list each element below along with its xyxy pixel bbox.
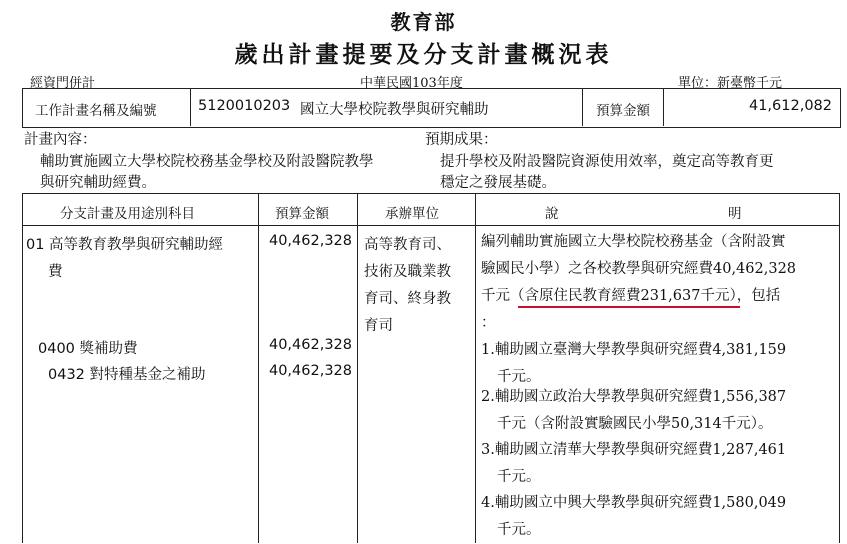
plan-name: 國立大學校院教學與研究輔助: [300, 102, 489, 118]
currency-unit: 單位：新臺幣千元: [678, 76, 783, 91]
column-subject: 分支計畫及用途別科目: [60, 206, 195, 222]
column-unit: 承辦單位: [385, 206, 439, 222]
indigenous-budget-highlight: （含原住民教育經費231,637千元）: [510, 288, 737, 304]
item-2-cont: 千元（含附設實驗國民小學50,314千元）。: [497, 416, 773, 432]
column-amount: 預算金額: [275, 206, 329, 222]
unit-line4: 育司: [364, 318, 393, 334]
fiscal-year: 中華民國103年度: [360, 76, 463, 91]
left-note: 經資門併計: [30, 76, 96, 91]
row-01-amount: 40,462,328: [268, 233, 352, 249]
item-3: 3.輔助國立清華大學教學與研究經費1,287,461: [481, 442, 787, 458]
desc-line2: 驗國民小學）之各校教學與研究經費40,462,328: [481, 261, 797, 277]
document-title: 歲出計畫提要及分支計畫概況表: [234, 41, 613, 68]
item-1: 1.輔助國立臺灣大學教學與研究經費4,381,159: [481, 342, 787, 358]
column-description-left: 說: [545, 206, 559, 222]
plan-code: 5120010203: [198, 98, 291, 114]
unit-line3: 育司、終身教: [364, 291, 451, 307]
plan-content-line1: 輔助實施國立大學校院校務基金學校及附設醫院教學: [40, 154, 374, 170]
plan-content-line2: 與研究輔助經費。: [40, 175, 156, 191]
column-description-right: 明: [728, 206, 742, 222]
row-0400-amount: 40,462,328: [268, 337, 352, 353]
row-0432-amount: 40,462,328: [268, 363, 352, 379]
plan-label: 工作計畫名稱及編號: [35, 103, 157, 119]
expected-result-line2: 穩定之發展基礎。: [440, 175, 556, 191]
row-01-subject-line2: 費: [48, 264, 63, 280]
unit-line2: 技術及職業教: [364, 264, 451, 280]
plan-content-heading: 計畫內容：: [24, 132, 97, 148]
row-01-subject-line1: 01 高等教育教學與研究輔助經: [26, 237, 224, 253]
item-4-cont: 千元。: [497, 522, 541, 538]
unit-line1: 高等教育司、: [364, 237, 451, 253]
expected-result-line1: 提升學校及附設醫院資源使用效率，奠定高等教育更: [440, 154, 774, 170]
ministry-title: 教育部: [390, 10, 457, 34]
desc-line3-end: ，包括: [736, 288, 781, 304]
item-3-cont: 千元。: [497, 469, 541, 485]
budget-label: 預算金額: [596, 103, 650, 119]
row-0400-subject: 0400 獎補助費: [38, 341, 138, 357]
desc-line3-start: 千元: [481, 288, 510, 304]
item-4: 4.輔助國立中興大學教學與研究經費1,580,049: [481, 495, 787, 511]
row-0432-subject: 0432 對特種基金之補助: [48, 367, 206, 383]
item-1-cont: 千元。: [497, 369, 541, 385]
desc-line1: 編列輔助實施國立大學校院校務基金（含附設實: [481, 234, 786, 250]
desc-line4: ：: [481, 315, 496, 331]
item-2: 2.輔助國立政治大學教學與研究經費1,556,387: [481, 389, 787, 405]
red-underline: [518, 306, 740, 308]
budget-value: 41,612,082: [748, 98, 832, 114]
expected-result-heading: 預期成果：: [425, 132, 498, 148]
